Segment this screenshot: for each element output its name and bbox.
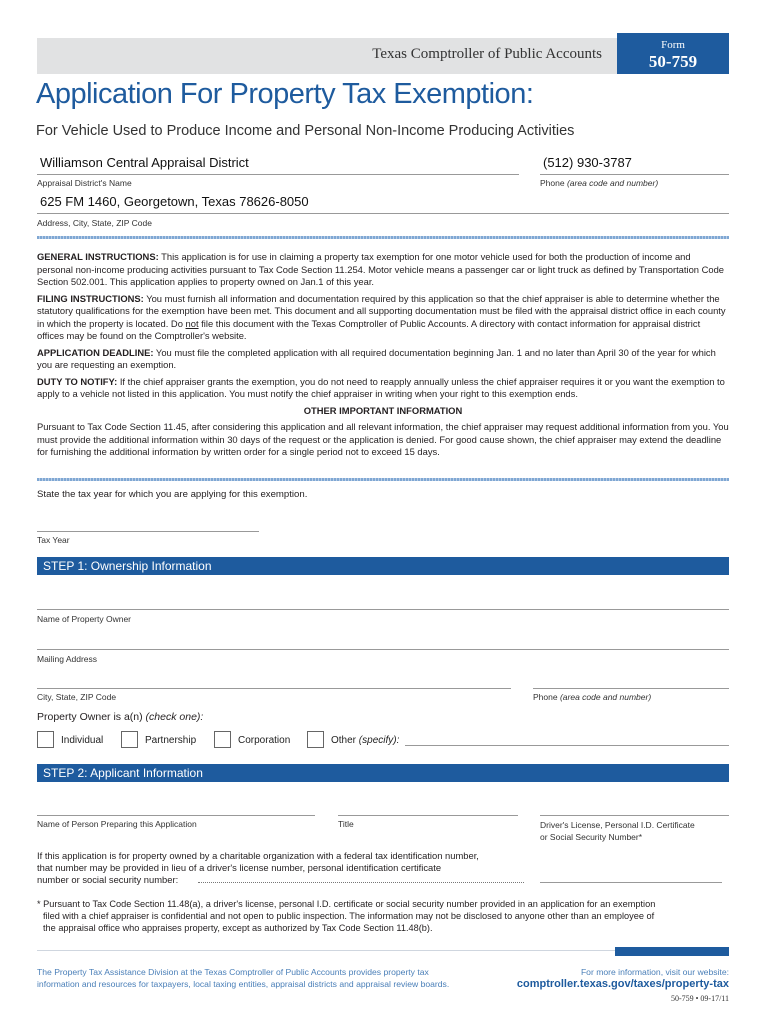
district-name-caption: Appraisal District's Name: [37, 178, 132, 188]
option-label-partnership: Partnership: [145, 735, 197, 746]
divider: [37, 478, 729, 481]
form-label: Form: [661, 39, 685, 51]
divider: [37, 236, 729, 239]
district-phone-value[interactable]: (512) 930-3787: [543, 155, 632, 170]
owner-name-caption: Name of Property Owner: [37, 614, 132, 624]
other-info-text: Pursuant to Tax Code Section 11.45, after considering this application and all relevant information, the chief appraiser may request additional information from you. You must provide the additional information within 30 days of the request or the application is denied. For good cause shown, the chief appraiser may extend the deadline for furnishing the additional information by written order for a single period not to exceed 15 days.: [37, 421, 729, 457]
district-phone-caption: Phone (area code and number): [540, 178, 659, 188]
option-label-corporation: Corporation: [238, 735, 291, 746]
footer-accent-bar: [615, 947, 729, 956]
website-link[interactable]: comptroller.texas.gov/taxes/property-tax: [516, 978, 729, 990]
confidentiality-footnote: * Pursuant to Tax Code Section 11.48(a), a driver's license, personal I.D. certificate or social security number provided in an application for an exemption filed with a chief appraiser is confidential and not open to public inspection. The information may not be disclosed to anyone other than an employee of the appraisal office who appraises property, except as authorized by Tax Code Section 11.48(b).: [37, 899, 656, 933]
license-number-caption: Driver's License, Personal I.D. Certificate or Social Security Number*: [540, 820, 695, 842]
federal-tax-id-field[interactable]: [540, 882, 722, 883]
footer-description: The Property Tax Assistance Division at the Texas Comptroller of Public Accounts provides property tax information and resources for taxpayers, local taxing entities, appraisal districts and appraisal review boards.: [37, 967, 450, 989]
other-info-heading: OTHER IMPORTANT INFORMATION: [303, 404, 463, 416]
owner-phone-caption: Phone (area code and number): [533, 692, 652, 702]
checkbox-corporation[interactable]: [214, 731, 231, 748]
checkbox-other[interactable]: [307, 731, 324, 748]
option-label-individual: Individual: [61, 735, 104, 746]
district-address-line: [37, 213, 729, 214]
district-address-value[interactable]: 625 FM 1460, Georgetown, Texas 78626-8050: [40, 194, 309, 209]
city-state-zip-caption: City, State, ZIP Code: [37, 692, 117, 702]
footer-rule: [37, 950, 615, 951]
city-state-zip-field[interactable]: [37, 688, 511, 689]
owner-type-prompt: Property Owner is a(n) (check one):: [37, 711, 204, 723]
other-specify-field[interactable]: [405, 745, 729, 746]
step2-header: STEP 2: Applicant Information: [37, 764, 729, 782]
step1-header: STEP 1: Ownership Information: [37, 557, 729, 575]
tax-year-caption: Tax Year: [37, 535, 70, 545]
preparer-title-caption: Title: [338, 819, 354, 829]
duty-to-notify: DUTY TO NOTIFY: If the chief appraiser grants the exemption, you do not need to reapply annually unless the chief appraiser requires it or you want the exemption to apply to a vehicle not listed in this application. You must notify the chief appraiser in writing when your right to this exemption ends.: [37, 375, 725, 399]
option-label-other: Other (specify):: [331, 735, 400, 746]
preparer-title-field[interactable]: [338, 815, 518, 816]
form-number-box: [617, 33, 729, 74]
agency-name: Texas Comptroller of Public Accounts: [372, 46, 602, 62]
application-deadline: APPLICATION DEADLINE: You must file the completed application with all required documentation beginning Jan. 1 and no later than April 30 of the year for which you are requesting an exemption.: [37, 346, 716, 370]
preparer-name-field[interactable]: [37, 815, 315, 816]
footer-website: For more information, visit our website: comptroller.texas.gov/taxes/property-tax: [516, 967, 729, 990]
owner-phone-field[interactable]: [533, 688, 729, 689]
district-name-value[interactable]: Williamson Central Appraisal District: [40, 155, 249, 170]
owner-name-field[interactable]: [37, 609, 729, 610]
tax-year-prompt: State the tax year for which you are applying for this exemption.: [37, 489, 308, 500]
mailing-address-field[interactable]: [37, 649, 729, 650]
page-title: Application For Property Tax Exemption:: [36, 78, 534, 110]
page-subtitle: For Vehicle Used to Produce Income and Personal Non-Income Producing Activities: [36, 123, 575, 139]
form-number: 50-759: [648, 52, 698, 71]
preparer-name-caption: Name of Person Preparing this Application: [37, 819, 197, 829]
mailing-address-caption: Mailing Address: [37, 654, 98, 664]
form-version: 50-759 • 09-17/11: [670, 994, 729, 1003]
tax-year-field[interactable]: [37, 531, 259, 532]
district-phone-line: [540, 174, 729, 175]
charity-dot-leader: [198, 882, 524, 883]
district-name-line: [37, 174, 519, 175]
general-instructions: GENERAL INSTRUCTIONS: This application is for use in claiming a property tax exemption for one motor vehicle used for both the production of income and personal non-income producing activities pursuant to Tax Code Section 11.254. Motor vehicle means a passenger car or light truck as defined by Transportation Code Section 502.001. This application applies to property owned on Jan.1 of this year.: [37, 251, 725, 287]
checkbox-individual[interactable]: [37, 731, 54, 748]
checkbox-partnership[interactable]: [121, 731, 138, 748]
instructions-block: [37, 251, 729, 463]
charity-note: If this application is for property owned by a charitable organization with a federal tax identification number, that number may be provided in lieu of a driver's license number, personal identification certificate number or social security number:: [37, 850, 479, 885]
filing-instructions: FILING INSTRUCTIONS: You must furnish all information and documentation required by this application so that the chief appraiser is able to determine whether the statutory qualifications for the exemption have been met. This document and all supporting documentation must be filed with the appraisal district office in each county in which the property is located. Do not file this document with the Texas Comptroller of Public Accounts. A directory with contact information for appraisal district offices may be found on the Comptroller's website.: [37, 292, 726, 341]
district-address-caption: Address, City, State, ZIP Code: [37, 218, 152, 228]
license-number-field[interactable]: [540, 815, 729, 816]
